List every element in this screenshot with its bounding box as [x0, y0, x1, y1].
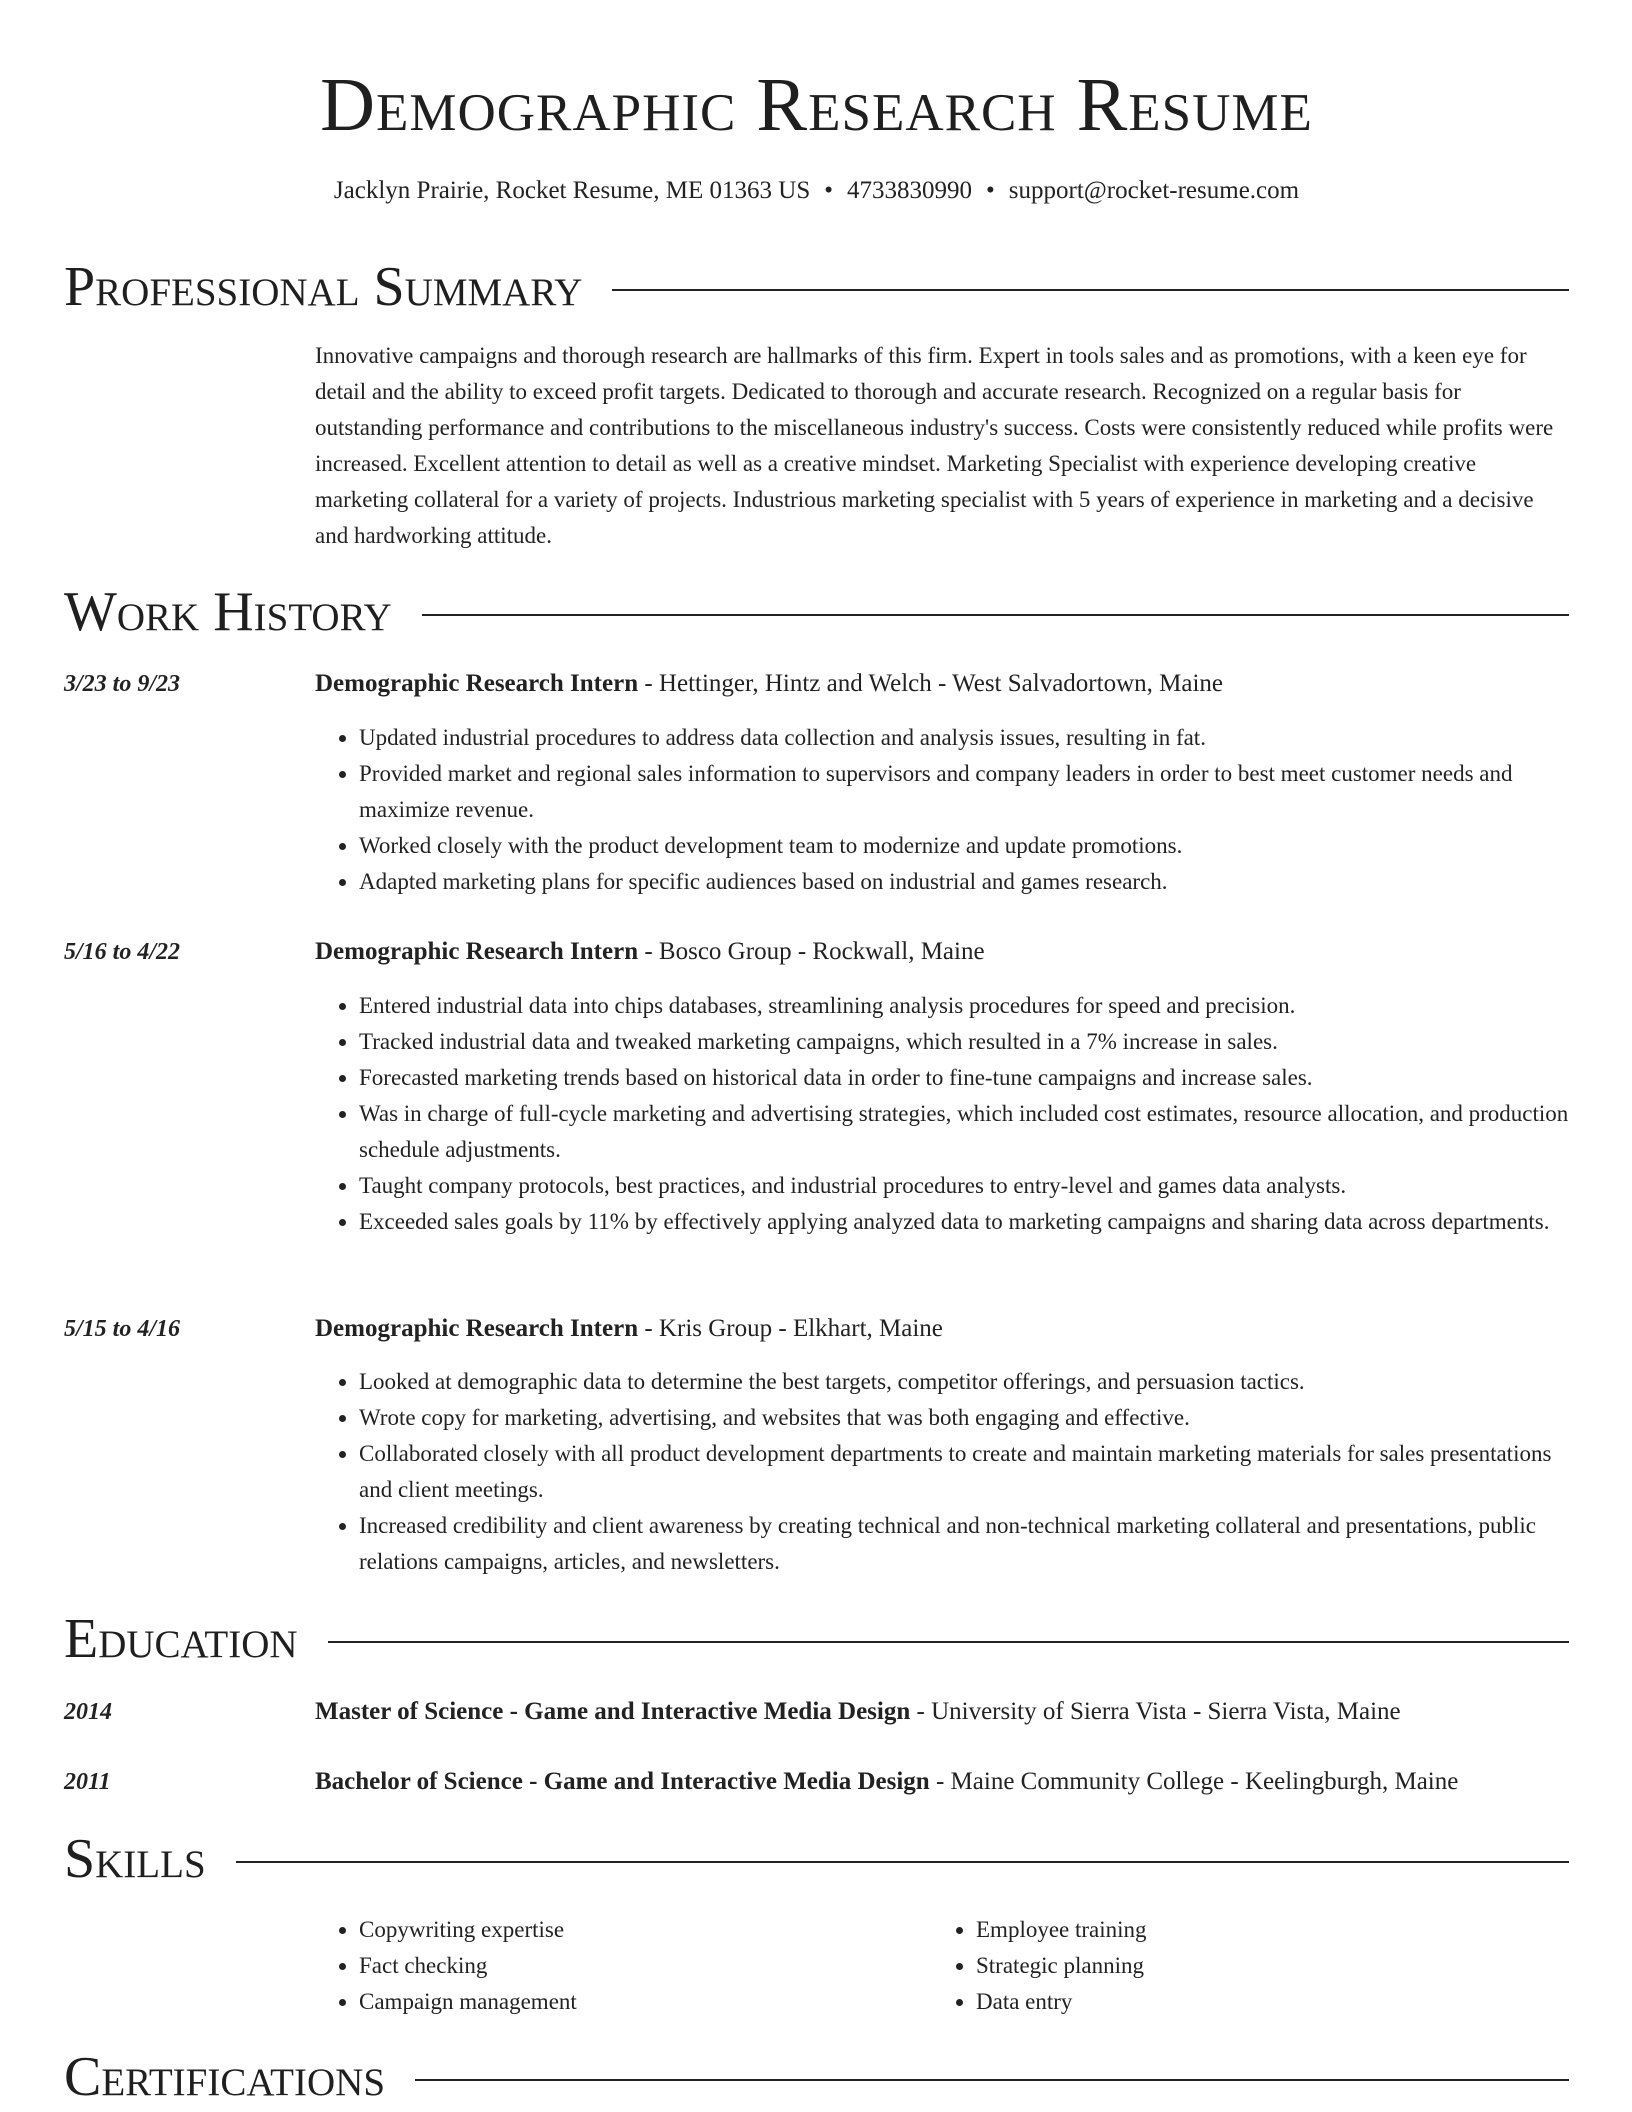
contact-separator: • [986, 177, 995, 204]
job-employer: - Kris Group - Elkhart, Maine [638, 1315, 943, 1342]
education-headline [315, 1764, 1569, 1800]
job-bullet: • Entered industrial data into chips databases, streamlining analysis procedures for speed and precision. [359, 988, 1579, 1024]
section-header-work-history [64, 580, 1569, 644]
section-divider [422, 614, 1569, 616]
section-title-education: Education [64, 1608, 298, 1670]
section-title-work-history: Work History [64, 581, 392, 643]
degree: Bachelor of Science - Game and Interactive Media Design [315, 1768, 930, 1795]
document-title: Demographic Research Resume [320, 63, 1313, 147]
education-year: 2011 [64, 1769, 111, 1795]
skills-list-right [932, 1912, 1536, 2020]
job-bullet: • Worked closely with the product development team to modernize and update promotions. [359, 828, 1579, 864]
education-headline [315, 1694, 1569, 1730]
section-title-summary: Professional Summary [64, 256, 583, 318]
contact-email: support@rocket-resume.com [1008, 177, 1300, 204]
job-bullet: • Provided market and regional sales information to supervisors and company leaders in order to best meet customer needs and maximize revenue. [359, 756, 1579, 828]
skill-item: • Campaign management [359, 1984, 919, 2020]
summary-text: Innovative campaigns and thorough research are hallmarks of this firm. Expert in tools sales and as promotions, with a keen eye for detail and the ability to exceed profit targets. Dedicated to thorough and accurate research. Recognized on a regular basis for outstanding performance and contributions to the miscellaneous industry's success. Costs were consistently reduced while profits were increased. Excellent attention to detail as well as a creative mindset. Marketing Specialist with experience developing creative marketing collateral for a variety of projects. Industrious marketing specialist with 5 years of experience in marketing and a decisive and hardworking attitude. [315, 343, 1554, 548]
job-bullet: • Looked at demographic data to determine the best targets, competitor offerings, and persuasion tactics. [359, 1364, 1579, 1400]
job-title: Demographic Research Intern [315, 1315, 639, 1342]
section-header-summary [64, 255, 1569, 319]
section-divider [612, 289, 1569, 291]
section-title-skills: Skills [64, 1828, 206, 1890]
contact-separator: • [824, 177, 834, 204]
job-bullet: • Taught company protocols, best practices, and industrial procedures to entry-level and games data analysts. [359, 1168, 1579, 1204]
job-employer: - Bosco Group - Rockwall, Maine [638, 938, 985, 965]
skills-list-left [315, 1912, 919, 2020]
job-headline [315, 666, 1569, 702]
job-dates: 5/16 to 4/22 [64, 939, 181, 965]
job-employer: - Hettinger, Hintz and Welch - West Salvadortown, Maine [638, 670, 1223, 697]
section-divider [415, 2079, 1569, 2081]
skill-item: • Fact checking [359, 1948, 919, 1984]
job-bullets [315, 1364, 1579, 1580]
contact-line [64, 176, 1569, 206]
skill-item: • Strategic planning [976, 1948, 1536, 1984]
job-title: Demographic Research Intern [315, 670, 639, 697]
section-divider [328, 1641, 1569, 1643]
job-bullets [315, 988, 1579, 1240]
education-year: 2014 [64, 1699, 112, 1725]
job-bullets [315, 720, 1579, 900]
school: - University of Sierra Vista - Sierra Vista, Maine [910, 1698, 1401, 1725]
skill-item: • Employee training [976, 1912, 1536, 1948]
job-dates: 5/15 to 4/16 [64, 1316, 181, 1342]
skill-item: • Data entry [976, 1984, 1536, 2020]
job-bullet: • Forecasted marketing trends based on historical data in order to fine-tune campaigns and increase sales. [359, 1060, 1579, 1096]
job-bullet: • Increased credibility and client awareness by creating technical and non-technical marketing collateral and presentations, public relations campaigns, articles, and newsletters. [359, 1508, 1579, 1580]
job-headline [315, 1311, 1569, 1347]
section-divider [236, 1861, 1569, 1863]
job-bullet: • Tracked industrial data and tweaked marketing campaigns, which resulted in a 7% increase in sales. [359, 1024, 1579, 1060]
contact-address: Jacklyn Prairie, Rocket Resume, ME 01363 US [333, 177, 811, 204]
skill-item: • Copywriting expertise [359, 1912, 919, 1948]
school: - Maine Community College - Keelingburgh, Maine [929, 1768, 1459, 1795]
job-bullet: • Was in charge of full-cycle marketing and advertising strategies, which included cost estimates, resource allocation, and production schedule adjustments. [359, 1096, 1579, 1168]
job-bullet: • Exceeded sales goals by 11% by effectively applying analyzed data to marketing campaigns and sharing data across departments. [359, 1204, 1579, 1240]
job-bullet: • Collaborated closely with all product development departments to create and maintain marketing materials for sales presentations and client meetings. [359, 1436, 1579, 1508]
job-bullet: • Wrote copy for marketing, advertising, and websites that was both engaging and effective. [359, 1400, 1579, 1436]
degree: Master of Science - Game and Interactive Media Design [315, 1698, 911, 1725]
job-bullet: • Adapted marketing plans for specific audiences based on industrial and games research. [359, 864, 1579, 900]
job-headline [315, 934, 1569, 970]
job-bullet: • Updated industrial procedures to address data collection and analysis issues, resulting in fat. [359, 720, 1579, 756]
job-title: Demographic Research Intern [315, 938, 639, 965]
contact-phone: 4733830990 [847, 177, 973, 204]
job-dates: 3/23 to 9/23 [64, 671, 181, 697]
section-title-certifications: Certifications [64, 2046, 386, 2108]
section-header-education [64, 1607, 1569, 1671]
section-header-skills [64, 1827, 1569, 1891]
section-header-certifications [64, 2045, 1569, 2109]
